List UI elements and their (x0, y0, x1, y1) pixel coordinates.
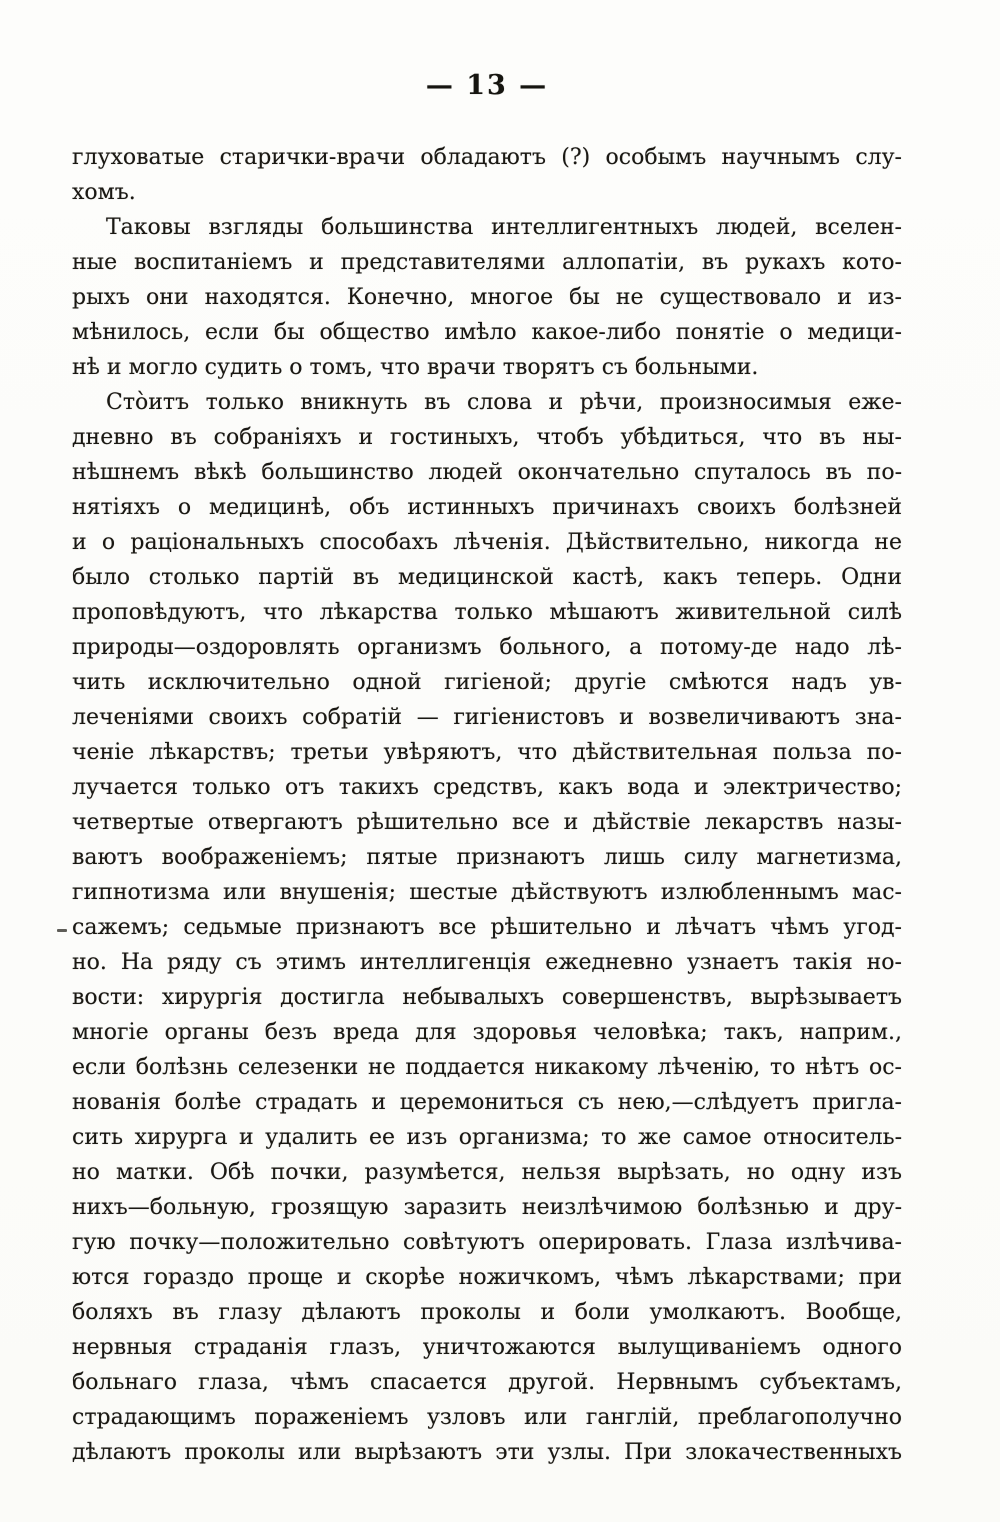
text-line: ные воспитаніемъ и представителями аллопатіи, въ рукахъ кото- (72, 250, 902, 275)
text-line: боляхъ въ глазу дѣлаютъ проколы и боли умолкаютъ. Вообще, (72, 1300, 902, 1325)
text-line: вости: хирургія достигла небывалыхъ совершенствъ, вырѣзываетъ (72, 985, 902, 1010)
text-line: гипнотизма или внушенія; шестые дѣйствуютъ излюбленнымъ мас- (72, 880, 902, 905)
text-line: глуховатые старички-врачи обладаютъ (?) особымъ научнымъ слу- (72, 145, 902, 170)
text-line: леченіями своихъ собратій — гигіенистовъ и возвеличиваютъ зна- (72, 705, 902, 730)
text-line: мѣнилось, если бы общество имѣло какое-либо понятіе о медици- (72, 320, 902, 345)
text-line: дѣлаютъ проколы или вырѣзаютъ эти узлы. При злокачественныхъ (72, 1440, 902, 1465)
body-text-block (72, 140, 902, 1470)
text-line: рыхъ они находятся. Конечно, многое бы не существовало и из- (72, 285, 902, 310)
text-line: лучается только отъ такихъ средствъ, какъ вода и электричество; (72, 775, 902, 800)
text-line: четвертые отвергаютъ рѣшительно все и дѣйствіе лекарствъ назы- (72, 810, 902, 835)
text-line: дневно въ собраніяхъ и гостиныхъ, чтобъ убѣдиться, что въ ны- (72, 425, 902, 450)
text-line: но матки. Обѣ почки, разумѣется, нельзя вырѣзать, но одну изъ (72, 1160, 902, 1185)
text-line: и о раціональныхъ способахъ лѣченія. Дѣйствительно, никогда не (72, 530, 902, 555)
page-number: — 13 — (425, 70, 549, 101)
text-line: больнаго глаза, чѣмъ спасается другой. Нервнымъ субъектамъ, (72, 1370, 902, 1395)
text-line: чить исключительно одной гигіеной; другіе смѣются надъ ув- (72, 670, 902, 695)
text-line: нихъ—больную, грозящую заразить неизлѣчимою болѣзнью и дру- (72, 1195, 902, 1220)
text-line: Таковы взгляды большинства интеллигентныхъ людей, вселен- (106, 215, 902, 240)
text-line: гую почку—положительно совѣтуютъ оперировать. Глаза излѣчива- (72, 1230, 902, 1255)
text-line: но. На ряду съ этимъ интеллигенція ежедневно узнаетъ такія но- (72, 950, 902, 975)
text-line: ваютъ воображеніемъ; пятые признаютъ лишь силу магнетизма, (72, 845, 902, 870)
text-line: страдающимъ пораженіемъ узловъ или ганглій, преблагополучно (72, 1405, 902, 1430)
text-line: сажемъ; седьмые признаютъ все рѣшительно и лѣчатъ чѣмъ угод- (72, 915, 902, 940)
text-line: проповѣдуютъ, что лѣкарства только мѣшаютъ живительной силѣ (72, 600, 902, 625)
text-line: хомъ. (72, 180, 136, 205)
text-line: ются гораздо проще и скорѣе ножичкомъ, чѣмъ лѣкарствами; при (72, 1265, 902, 1290)
text-line: было столько партій въ медицинской кастѣ, какъ теперь. Одни (72, 565, 902, 590)
text-line: нованія болѣе страдать и церемониться съ нею,—слѣдуетъ пригла- (72, 1090, 902, 1115)
text-line: Сто̀итъ только вникнуть въ слова и рѣчи, произносимыя еже- (106, 390, 902, 415)
text-line: природы—оздоровлять организмъ больного, а потому-де надо лѣ- (72, 635, 902, 660)
text-line: нервныя страданія глазъ, уничтожаются вылущиваніемъ одного (72, 1335, 902, 1360)
text-line: нѣ и могло судить о томъ, что врачи творятъ съ больными. (72, 355, 759, 380)
text-line: сить хирурга и удалить ее изъ организма; то же самое относитель- (72, 1125, 902, 1150)
print-artifact-dash (57, 929, 67, 932)
text-line: нятіяхъ о медицинѣ, объ истинныхъ причинахъ своихъ болѣзней (72, 495, 902, 520)
text-line: ченіе лѣкарствъ; третьи увѣряютъ, что дѣйствительная польза по- (72, 740, 902, 765)
text-line: нѣшнемъ вѣкѣ большинство людей окончательно спуталось въ по- (72, 460, 902, 485)
text-line: многіе органы безъ вреда для здоровья человѣка; такъ, наприм., (72, 1020, 902, 1045)
text-line: если болѣзнь селезенки не поддается никакому лѣченію, то нѣтъ ос- (72, 1055, 902, 1080)
